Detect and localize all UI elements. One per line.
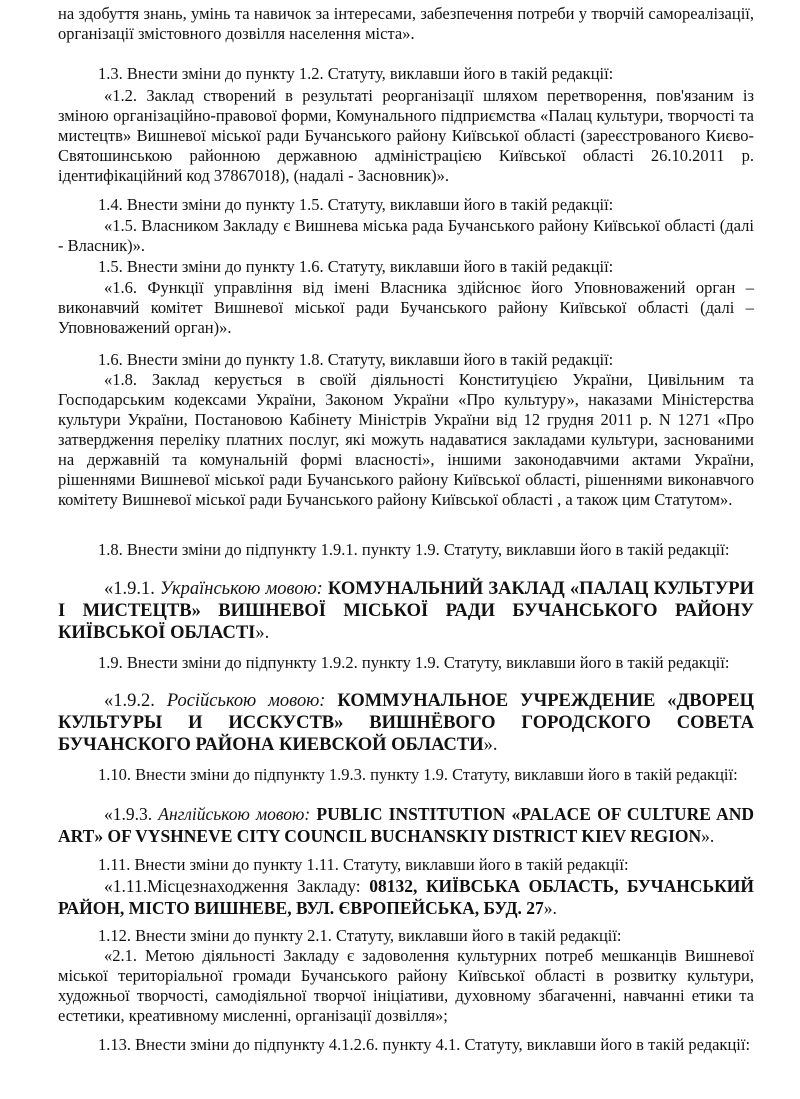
clause-1-9-2-text <box>58 690 754 756</box>
clause-1-5-text: «1.5. Власником Закладу є Вишнева міська рада Бучанського району Київської області (далі - Власник)». <box>58 216 754 255</box>
paragraph-continuation: на здобуття знань, умінь та навичок за інтересами, забезпечення потреби у творчій самореалізації, організації змістовного дозвілля населення міста». <box>58 4 754 43</box>
clause-1-9-3-number: «1.9.3. <box>104 804 159 824</box>
clause-1-11-label: «1.11.Місцезнаходження Закладу: <box>104 876 370 896</box>
clause-1-9-2-language: Російською мовою: <box>166 691 326 711</box>
amendment-1-6-heading: 1.6. Внести зміни до пункту 1.8. Статуту, виклавши його в такій редакції: <box>98 350 614 369</box>
clause-1-9-2-name: КОММУНАЛЬНОЕ УЧРЕЖДЕНИЕ «ДВОРЕЦ КУЛЬТУРЫ И ИССКУСТВ» ВИШНЁВОГО ГОРОДСКОГО СОВЕТА БУЧАНСКОГО РАЙОНА КИЕВСКОЙ ОБЛАСТИ <box>58 691 755 755</box>
clause-1-9-1-name: КОМУНАЛЬНИЙ ЗАКЛАД «ПАЛАЦ КУЛЬТУРИ І МИСТЕЦТВ» ВИШНЕВОЇ МІСЬКОЇ РАДИ БУЧАНСЬКОГО РАЙОНУ КИЇВСЬКОЇ ОБЛАСТІ <box>58 579 754 643</box>
clause-1-9-3-name: PUBLIC INSTITUTION «PALACE OF CULTURE AND ART» OF VYSHNEVE CITY COUNCIL BUCHANSKIY DISTRICT KIEV REGION <box>58 804 754 846</box>
amendment-1-10-heading: 1.10. Внести зміни до підпункту 1.9.3. пункту 1.9. Статуту, виклавши його в такій редакції: <box>98 765 738 784</box>
amendment-1-5-heading: 1.5. Внести зміни до пункту 1.6. Статуту, виклавши його в такій редакції: <box>98 257 614 276</box>
clause-1-9-1-text <box>58 578 754 644</box>
amendment-1-11-heading: 1.11. Внести зміни до пункту 1.11. Статуту, виклавши його в такій редакції: <box>98 855 629 874</box>
clause-1-9-1-language: Українською мовою: <box>160 579 323 599</box>
clause-1-9-1-number: «1.9.1. <box>104 579 161 599</box>
clause-1-9-1-end: ». <box>255 623 270 643</box>
clause-1-6-text: «1.6. Функції управління від імені Власника здійснює його Уповноважений орган – виконавчий комітет Вишневої міської ради Бучанського району Київської області (далі – Уповноважений орган)». <box>58 278 754 337</box>
clause-1-11-text <box>58 875 754 919</box>
amendment-1-4-heading: 1.4. Внести зміни до пункту 1.5. Статуту, виклавши його в такій редакції: <box>98 195 614 214</box>
clause-1-8-text: «1.8. Заклад керується в своїй діяльності Конституцією України, Цивільним та Господарським кодексами України, Законом України «Про культуру», наказами Міністерства культури України, Постановою Кабінету Міністрів України від 12 грудня 2011 р. N 1271 «Про затвердження переліку платних послуг, які можуть надаватися закладами культури, заснованими на державній та комунальній формі власності», іншими законодавчими актами України, рішеннями Вишневої міської ради Бучанського району Київської області, рішеннями виконавчого комітету Вишневої міської ради Бучанського району Київської області , а також цим Статутом». <box>58 370 754 509</box>
clause-1-2-text: «1.2. Заклад створений в результаті реорганізації шляхом перетворення, пов'язаним із зміною організаційно-правової форми, Комунального підприємства «Палац культури, творчості та мистецтв» Вишневої міської ради Бучанського району Київської області (зареєстрованого Києво-Святошинською районною державною адміністрацією Київської області 26.10.2011 р. ідентифікаційний код 37867018), (надалі - Засновник)». <box>58 86 754 185</box>
clause-1-9-2-end: ». <box>483 735 498 755</box>
amendment-1-9-heading: 1.9. Внести зміни до підпункту 1.9.2. пункту 1.9. Статуту, виклавши його в такій редакції: <box>98 653 730 672</box>
amendment-1-3-heading: 1.3. Внести зміни до пункту 1.2. Статуту, виклавши його в такій редакції: <box>98 64 614 83</box>
clause-2-1-text: «2.1. Метою діяльності Закладу є задоволення культурних потреб мешканців Вишневої міської територіальної громади Бучанського району Київської області в розвитку культури, художньої творчості, самодіяльної творчої ініціативи, духовному збагаченні, навчанні етики та естетики, креативному мисленні, організації дозвілля»; <box>58 946 754 1025</box>
clause-1-9-3-text <box>58 803 754 847</box>
clause-1-9-3-end: ». <box>701 826 715 846</box>
amendment-1-8-heading: 1.8. Внести зміни до підпункту 1.9.1. пункту 1.9. Статуту, виклавши його в такій редакції: <box>98 540 730 559</box>
amendment-1-13-heading: 1.13. Внести зміни до підпункту 4.1.2.6. пункту 4.1. Статуту, виклавши його в такій редакції: <box>98 1035 751 1054</box>
clause-1-9-3-language: Англійською мовою: <box>158 804 311 824</box>
amendment-1-12-heading: 1.12. Внести зміни до пункту 2.1. Статуту, виклавши його в такій редакції: <box>98 926 622 945</box>
clause-1-9-2-number: «1.9.2. <box>104 691 167 711</box>
clause-1-11-end: ». <box>543 898 557 918</box>
clause-1-11-address: 08132, КИЇВСЬКА ОБЛАСТЬ, БУЧАНСЬКИЙ РАЙОН, МІСТО ВИШНЕВЕ, ВУЛ. ЄВРОПЕЙСЬКА, БУД. 27 <box>58 876 754 918</box>
